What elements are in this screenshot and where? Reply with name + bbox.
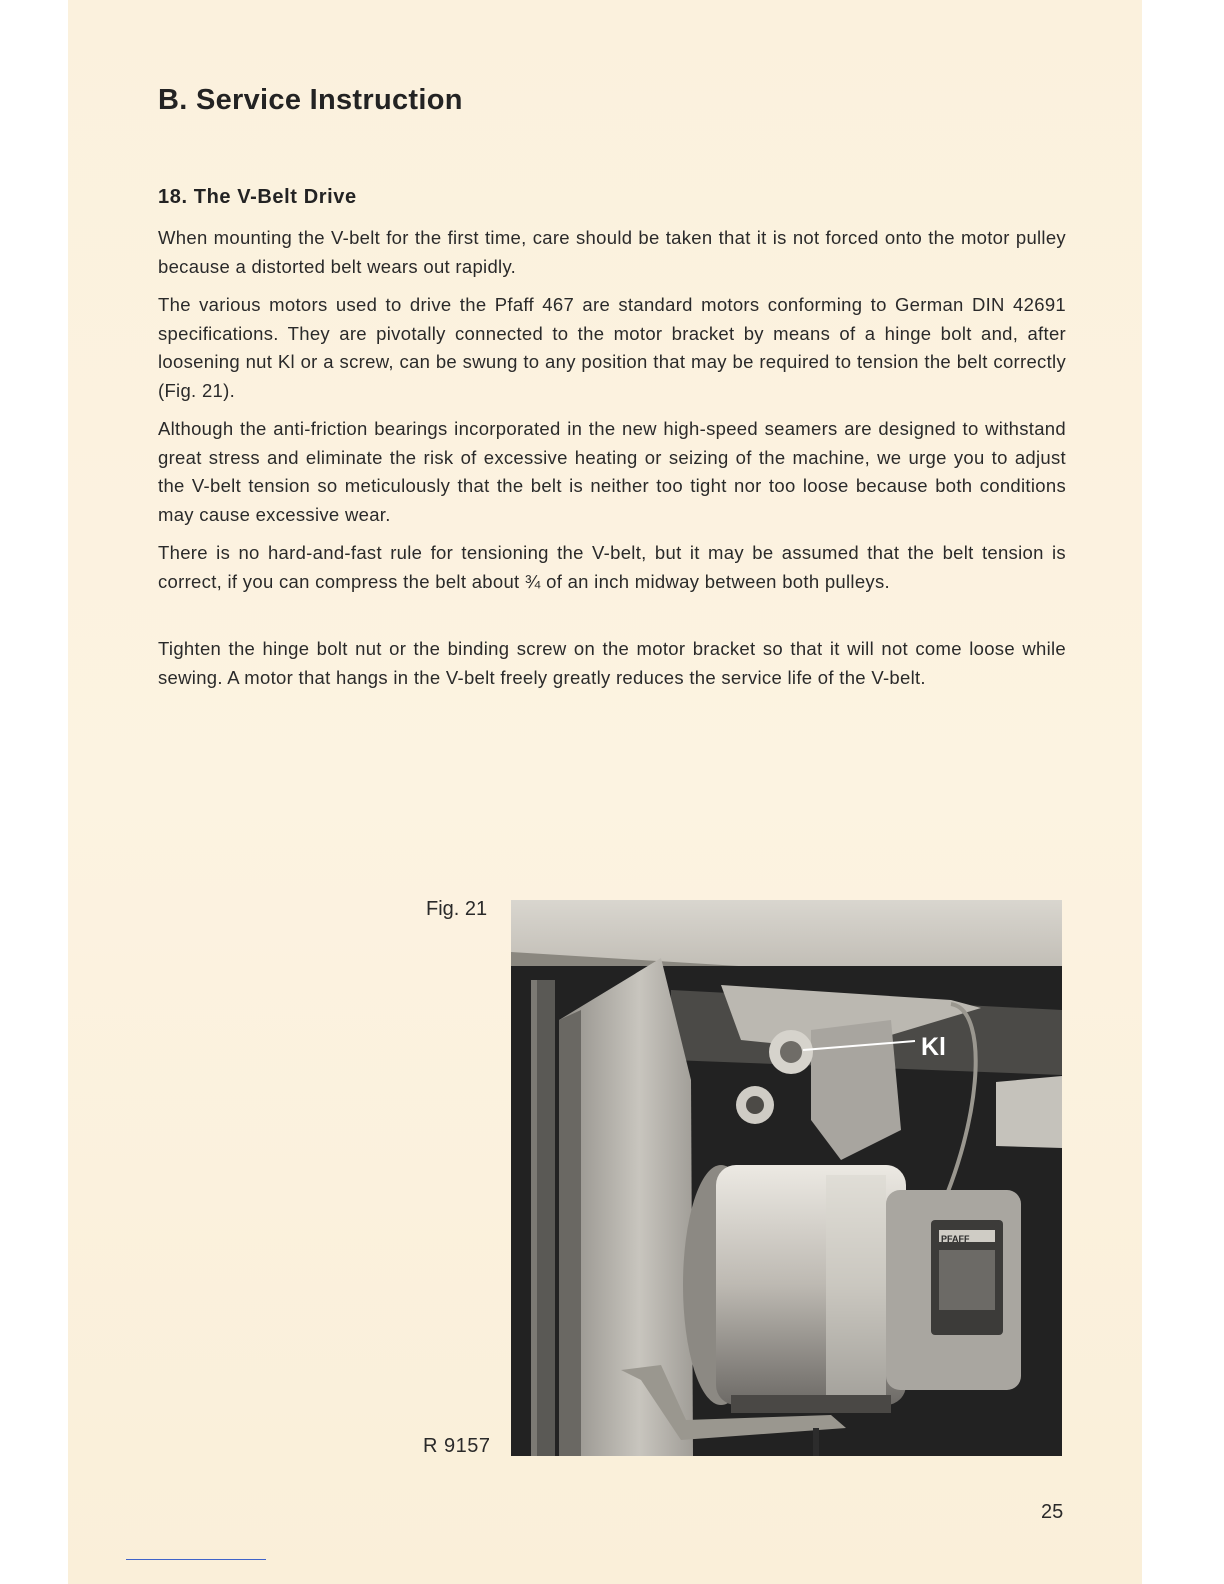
section-title: B. Service Instruction: [158, 84, 463, 116]
paragraph-1: When mounting the V-belt for the first time, care should be taken that it is not forced onto the motor pulley because a distorted belt wears out rapidly.: [158, 227, 1066, 277]
figure-reference: R 9157: [423, 1435, 491, 1457]
page-number: 25: [1041, 1501, 1064, 1523]
footnote-rule: [126, 1559, 266, 1560]
figure-label: Fig. 21: [426, 898, 488, 920]
motor-photo: [511, 900, 1062, 1456]
paragraph-2: The various motors used to drive the Pfaff 467 are standard motors conforming to German DIN 42691 specifications. They are pivotally connected to the motor bracket by means of a hinge bolt and, after loosening nut Kl or a screw, can be swung to any position that may be required to tension the belt correctly (Fig. 21).: [158, 294, 1066, 401]
nut-kl-callout: Kl: [921, 1033, 946, 1061]
paragraph-3: Although the anti-friction bearings incorporated in the new high-speed seamers are designed to withstand great stress and eliminate the risk of excessive heating or seizing of the machine, we urge you to adjust the V-belt tension so meticulously that the belt is neither too tight nor too loose because both conditions may cause excessive wear.: [158, 418, 1066, 525]
nameplate-text: PFAFF: [941, 1234, 970, 1244]
paragraph-4: There is no hard-and-fast rule for tensioning the V-belt, but it may be assumed that the belt tension is correct, if you can compress the belt about ¾ of an inch midway between both pulleys.: [158, 542, 1066, 592]
paragraph-5: Tighten the hinge bolt nut or the binding screw on the motor bracket so that it will not come loose while sewing. A motor that hangs in the V-belt freely greatly reduces the service life of the V-belt.: [158, 638, 1066, 688]
subsection-heading: 18. The V-Belt Drive: [158, 186, 357, 208]
